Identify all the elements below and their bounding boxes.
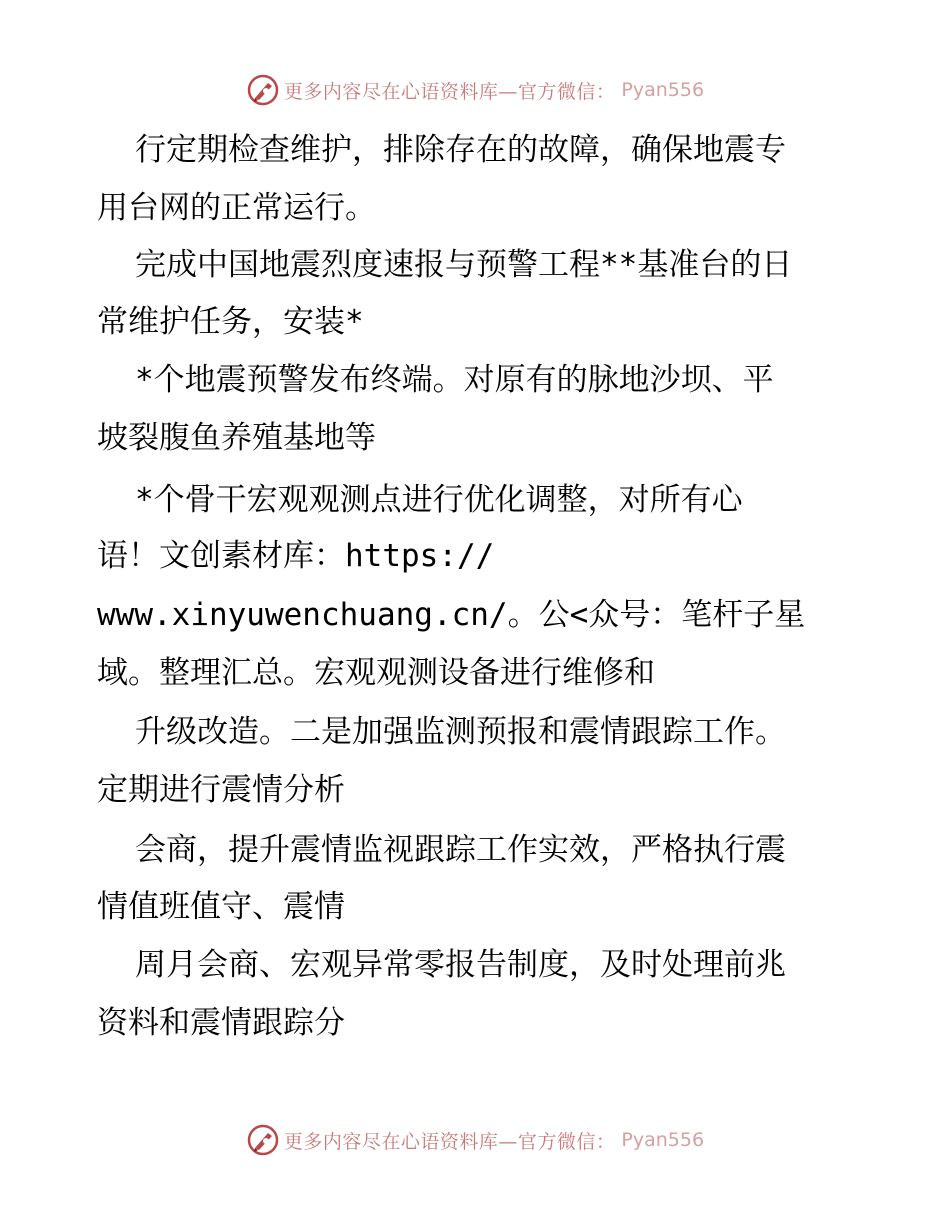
text-line: 常维护任务，安装* [97,304,364,340]
text-line: 升级改造。二是加强监测预报和震情跟踪工作。 [135,714,786,750]
text-line: 定期进行震情分析 [97,772,345,808]
footer-banner [0,1120,950,1160]
header-banner-content [246,73,704,107]
header-banner [0,70,950,110]
footer-banner-text: 更多内容尽在心语资料库—官方微信： [283,1130,616,1153]
text-line: 会商，提升震情监视跟踪工作实效，严格执行震 [135,832,786,868]
pen-logo-icon [246,1123,280,1157]
header-banner-text: 更多内容尽在心语资料库—官方微信： [283,80,616,103]
header-wechat-id: Pyan556 [621,79,705,101]
text-line: 语！文创素材库：https:// [97,538,495,574]
text-line: 资料和震情跟踪分 [97,1005,345,1041]
text-line: 完成中国地震烈度速报与预警工程**基准台的日 [135,247,793,283]
text-line: *个地震预警发布终端。对原有的脉地沙坝、平 [135,362,774,398]
text-line: 周月会商、宏观异常零报告制度，及时处理前兆 [135,947,786,983]
footer-banner-content [246,1123,704,1157]
text-line: 坡裂腹鱼养殖基地等 [97,420,376,456]
text-line: 域。整理汇总。宏观观测设备进行维修和 [97,655,655,691]
pen-logo-icon [246,73,280,107]
text-line: 情值班值守、震情 [97,889,345,925]
text-line: 行定期检查维护，排除存在的故障，确保地震专 [135,132,786,168]
footer-wechat-id: Pyan556 [621,1129,705,1151]
text-line: *个骨干宏观观测点进行优化调整，对所有心 [135,482,743,518]
text-line: 用台网的正常运行。 [97,190,376,226]
text-line: www.xinyuwenchuang.cn/。公<众号：笔杆子星 [97,597,806,633]
